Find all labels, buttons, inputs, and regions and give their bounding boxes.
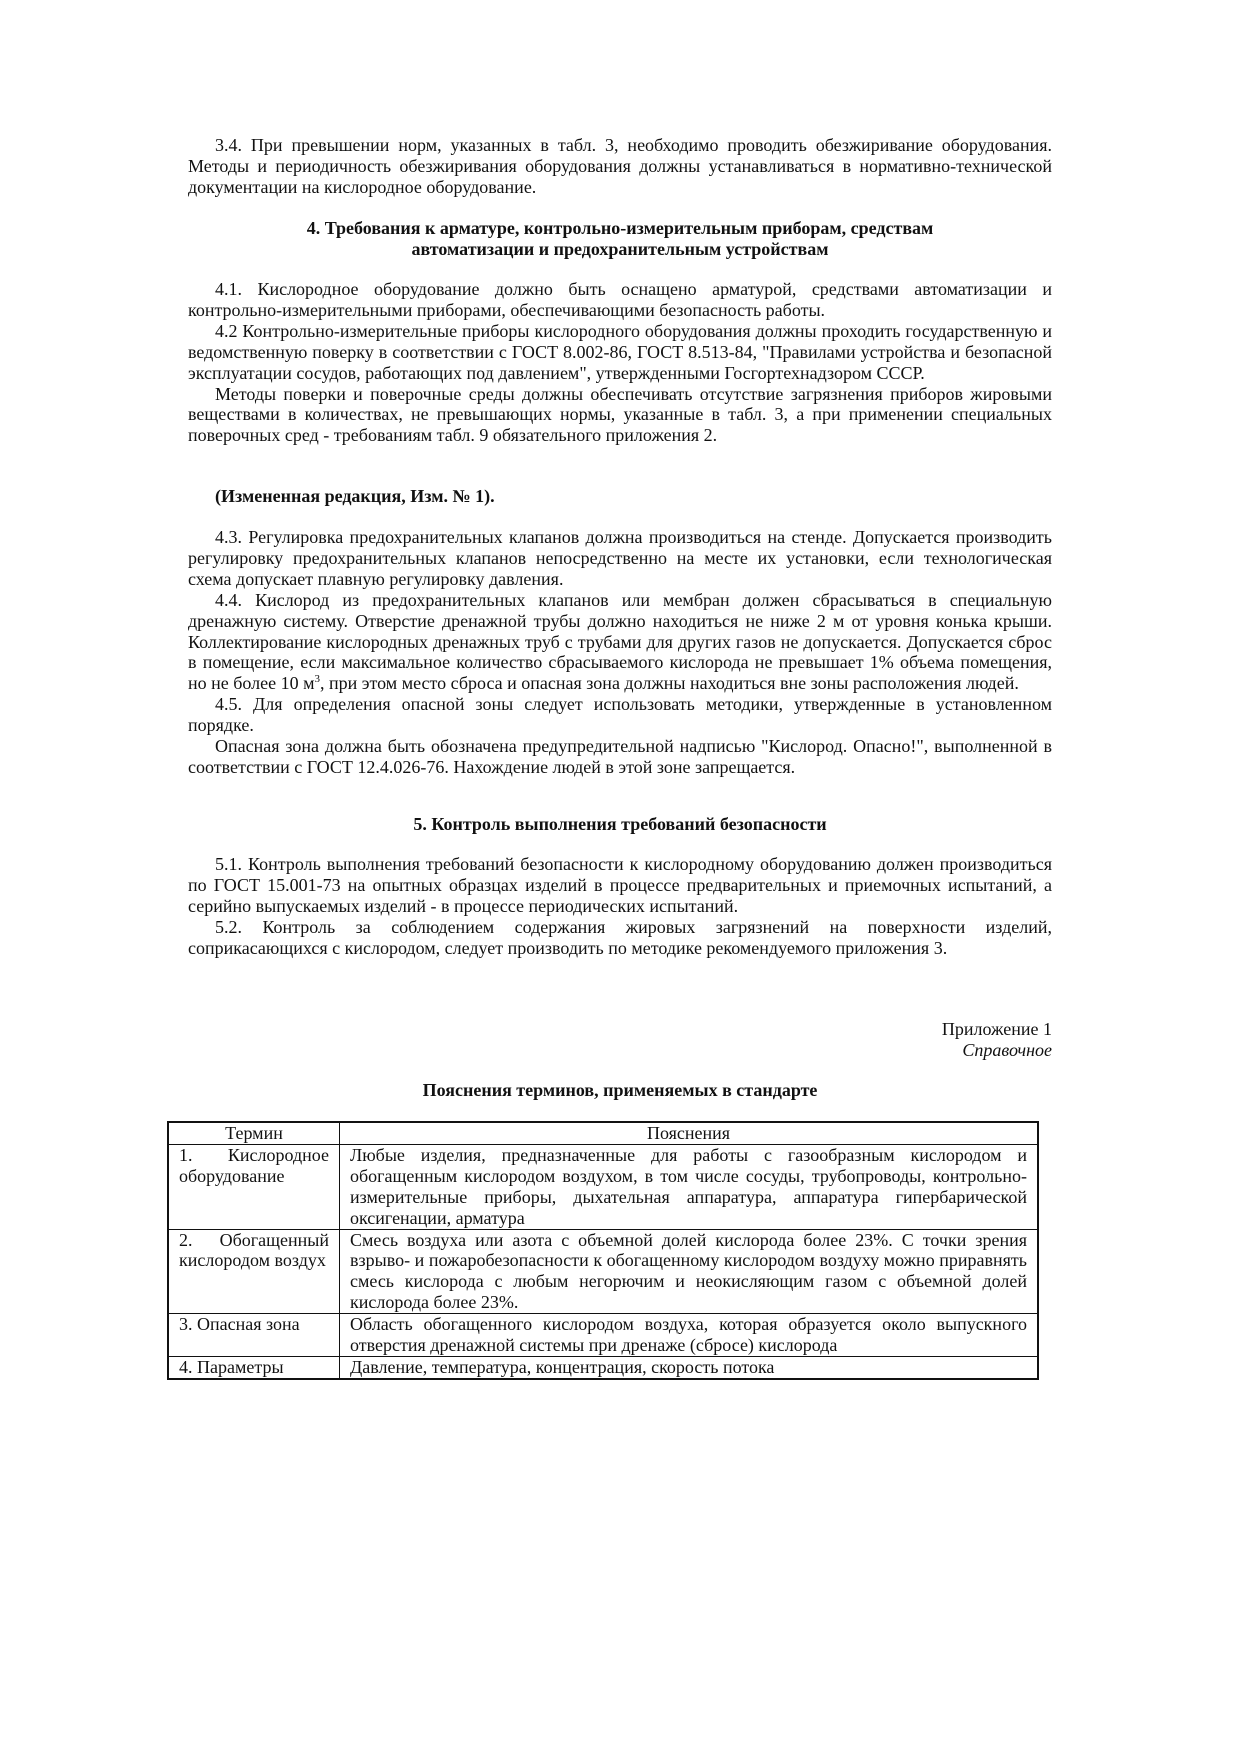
paragraph-5-1: 5.1. Контроль выполнения требований безопасности к кислородному оборудованию должен производиться по ГОСТ 15.001-73 на опытных образцах изделий в процессе предварительных и приемочных испытаний, а серийно выпускаемых изделий - в процессе периодических испытаний.: [188, 854, 1052, 916]
paragraph-5-2: 5.2. Контроль за соблюдением содержания жировых загрязнений на поверхности изделий, соприкасающихся с кислородом, следует производить по методике рекомендуемого приложения 3.: [188, 916, 1052, 958]
paragraph-3-4: [188, 135, 1052, 198]
table-header-row: [168, 1122, 1038, 1144]
section-4-body-a: [188, 279, 1052, 446]
definition-cell: Область обогащенного кислородом воздуха, которая образуется около выпускного отверстия дренажной системы при дренаже (сбросе) кислорода: [340, 1314, 1039, 1357]
paragraph-text: , при этом место сброса и опасная зона должны находиться вне зоны расположения людей.: [320, 673, 1019, 694]
table-row: [168, 1229, 1038, 1314]
table-row: [168, 1356, 1038, 1378]
appendix-title-text: Пояснения терминов, применяемых в стандарте: [422, 1080, 818, 1100]
appendix-number: Приложение 1: [941, 1019, 1052, 1039]
paragraph-4-2-methods: Методы поверки и поверочные среды должны обеспечивать отсутствие загрязнения приборов жировыми веществами в количествах, не превышающих нормы, указанные в табл. 3, а при применении специальных поверочных сред - требованиям табл. 9 обязательного приложения 2.: [188, 383, 1052, 446]
definition-cell: Давление, температура, концентрация, скорость потока: [340, 1356, 1039, 1378]
column-header-explanation: Пояснения: [340, 1122, 1039, 1144]
paragraph-4-4: [188, 590, 1052, 695]
paragraph-4-5-zone: Опасная зона должна быть обозначена предупредительной надписью "Кислород. Опасно!", выполненной в соответствии с ГОСТ 12.4.026-76. Нахождение людей в этой зоне запрещается.: [188, 736, 1052, 777]
heading-line: автоматизации и предохранительным устройствам: [411, 238, 829, 259]
paragraph-4-1: 4.1. Кислородное оборудование должно быть оснащено арматурой, средствами автоматизации и контрольно-измерительными приборами, обеспечивающими безопасность работы.: [188, 279, 1052, 320]
superscript: 3: [314, 673, 321, 686]
paragraph-text: 3.4. При превышении норм, указанных в табл. 3, необходимо проводить обезжиривание оборудования. Методы и периодичность обезжиривания оборудования должны устанавливаться в нормативно-технической документации на кислородное оборудование.: [188, 135, 1052, 197]
amendment-text: (Измененная редакция, Изм. № 1).: [215, 486, 495, 506]
section-5-heading: [188, 814, 1052, 835]
term-cell: 2. Обогащенный кислородом воздух: [168, 1229, 340, 1314]
definition-cell: Смесь воздуха или азота с объемной долей кислорода более 23%. С точки зрения взрыво- и пожаробезопасности к обогащенному кислородом воздуху можно приравнять смесь кислорода с любым негорючим и неокисляющим газом с объемной долей кислорода более 23%.: [340, 1229, 1039, 1314]
column-header-term: Термин: [168, 1122, 340, 1144]
section-5-body: [188, 854, 1052, 959]
appendix-label: [188, 1019, 1052, 1061]
appendix-type: Справочное: [962, 1039, 1052, 1060]
appendix-title: [188, 1080, 1052, 1101]
terms-table: [167, 1121, 1039, 1380]
paragraph-text: 4.4. Кислород из предохранительных клапанов или мембран должен сбрасываться в специальную дренажную систему. Отверстие дренажной трубы должно находиться не ниже 2 м от уровня конька крыши. Коллектирование кислородных дренажных труб с трубами для других газов не допускается. Допускается сброс в помещение, если максимальное количество сбрасываемого кислорода не превышает 1% объема помещения, но не более 10 м: [188, 589, 1052, 694]
paragraph-4-3: 4.3. Регулировка предохранительных клапанов должна производиться на стенде. Допускается производить регулировку предохранительных клапанов непосредственно на месте их установки, если технологическая схема допускает плавную регулировку давления.: [188, 527, 1052, 589]
paragraph-4-5: 4.5. Для определения опасной зоны следует использовать методики, утвержденные в установленном порядке.: [188, 694, 1052, 736]
definition-cell: Любые изделия, предназначенные для работы с газообразным кислородом и обогащенным кислородом воздухом, в том числе сосуды, трубопроводы, контрольно-измерительные приборы, дыхательная аппаратура, аппаратура гипербарической оксигенации, арматура: [340, 1144, 1039, 1229]
table-row: [168, 1314, 1038, 1357]
heading-text: 5. Контроль выполнения требований безопасности: [413, 814, 827, 834]
term-cell: 1. Кислородное оборудование: [168, 1144, 340, 1229]
amendment-note: [215, 486, 1079, 507]
term-cell: 4. Параметры: [168, 1356, 340, 1378]
table-row: [168, 1144, 1038, 1229]
heading-line: 4. Требования к арматуре, контрольно-измерительным приборам, средствам: [306, 218, 934, 238]
section-4-body-b: [188, 527, 1052, 778]
term-cell: 3. Опасная зона: [168, 1314, 340, 1357]
paragraph-4-2: 4.2 Контрольно-измерительные приборы кислородного оборудования должны проходить государственную и ведомственную поверку в соответствии с ГОСТ 8.002-86, ГОСТ 8.513-84, "Правилами устройства и безопасной эксплуатации сосудов, работающих под давлением", утвержденными Госгортехнадзором СССР.: [188, 320, 1052, 383]
section-4-heading: [188, 218, 1052, 260]
